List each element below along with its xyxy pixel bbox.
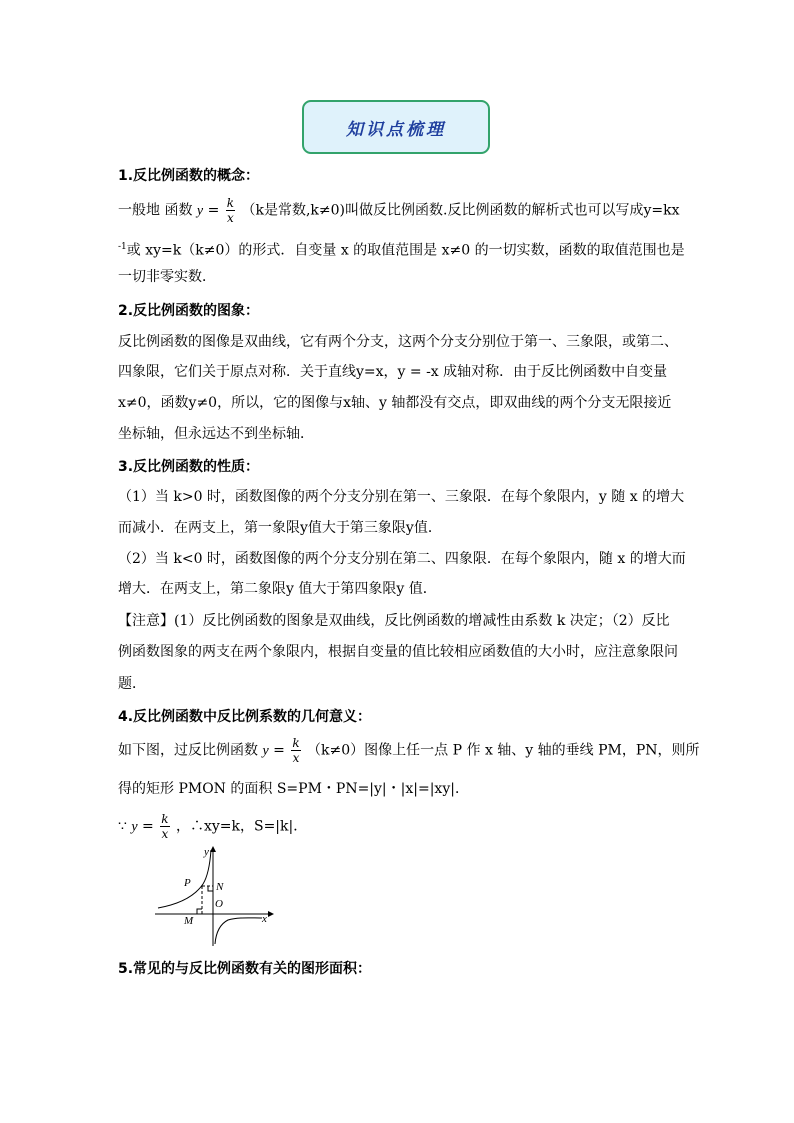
- heading-properties: 3.反比例函数的性质：: [118, 459, 260, 475]
- var-y: y: [196, 203, 204, 219]
- concept-line-3: 一切非零实数．: [118, 269, 216, 285]
- concept-line-2: [118, 238, 685, 260]
- geometric-line-3-post: ，∴xy=k，S=|k|．: [175, 818, 308, 835]
- properties-line-2: 而减小．在两支上，第一象限y值大于第三象限y值．: [118, 520, 442, 536]
- label-m: M: [184, 915, 194, 927]
- note-line-3: 题．: [118, 676, 146, 692]
- exponent: -1: [118, 242, 127, 252]
- concept-line-1-post: （k是常数,k≠0)叫做反比例函数.反比例函数的解析式也可以写成y=kx: [241, 202, 680, 219]
- var-y: y: [131, 819, 138, 835]
- equals: =: [142, 818, 154, 835]
- geometric-line-1-post: （k≠0）图像上任一点 P 作 x 轴、y 轴的垂线 PM，PN，则所: [307, 742, 700, 759]
- because-symbol: ∵: [118, 818, 127, 835]
- label-p: P: [184, 877, 191, 889]
- heading-concept: 1.反比例函数的概念：: [118, 168, 260, 184]
- note-line-1: 【注意】(1）反比例函数的图象是双曲线，反比例函数的增减性由系数 k 决定；（2）反比: [118, 613, 670, 629]
- equals: =: [273, 742, 285, 759]
- fraction-denominator: x: [161, 827, 169, 841]
- fraction-numerator: k: [292, 736, 300, 750]
- fraction-numerator: k: [226, 196, 235, 210]
- concept-line-1: [118, 196, 679, 225]
- graph-line-3: x≠0，函数y≠0，所以，它的图像与x轴、y 轴都没有交点，即双曲线的两个分支无限接近: [118, 395, 672, 411]
- fraction-denominator: x: [292, 751, 300, 765]
- properties-line-3: （2）当 k<0 时，函数图像的两个分支分别在第二、四象限．在每个象限内，随 x 的增大而: [118, 551, 686, 567]
- geometric-line-1-pre: 如下图，过反比例函数: [118, 742, 258, 759]
- label-o: O: [215, 898, 223, 910]
- var-y: y: [262, 743, 269, 759]
- right-angle-mark-m: [197, 909, 202, 914]
- fraction-denominator: x: [227, 211, 234, 225]
- label-n: N: [216, 881, 224, 893]
- right-angle-mark-n: [208, 886, 213, 891]
- fraction-k-over-x: [226, 196, 235, 225]
- fraction-k-over-x: [291, 736, 300, 765]
- concept-line-1-pre: 一般地 函数: [118, 202, 193, 219]
- fraction-numerator: k: [161, 812, 169, 826]
- section-title-box: [302, 100, 490, 154]
- heading-geometric-meaning: 4.反比例函数中反比例系数的几何意义：: [118, 709, 372, 725]
- graph-line-2: 四象限，它们关于原点对称．关于直线y=x，y = -x 成轴对称．由于反比例函数中自变量: [118, 364, 668, 380]
- graph-line-4: 坐标轴，但永远达不到坐标轴．: [118, 426, 314, 442]
- geometric-line-2: 得的矩形 PMON 的面积 S=PM・PN=|y|・|x|=|xy|．: [118, 781, 469, 797]
- note-line-2: 例函数图象的两支在两个象限内，根据自变量的值比较相应函数值的大小时，应注意象限问: [118, 644, 678, 660]
- heading-common-areas: 5.常见的与反比例函数有关的图形面积：: [118, 961, 372, 977]
- label-y: y: [204, 846, 209, 858]
- fraction-k-over-x: [160, 812, 169, 841]
- geometric-line-3: [118, 812, 307, 841]
- x-axis-arrow: [268, 911, 274, 917]
- hyperbola-figure: [150, 846, 275, 948]
- section-title: 知识点梳理: [346, 119, 446, 140]
- concept-line-2-text: 或 xy=k（k≠0）的形式．自变量 x 的取值范围是 x≠0 的一切实数，函数的取值范围也是: [126, 242, 685, 259]
- properties-line-1: （1）当 k>0 时，函数图像的两个分支分别在第一、三象限．在每个象限内，y 随 x 的增大: [118, 489, 685, 505]
- equals: =: [207, 202, 220, 219]
- label-x: x: [262, 913, 267, 925]
- hyperbola-branch-right: [215, 918, 262, 944]
- geometric-line-1: [118, 736, 700, 765]
- properties-line-4: 增大．在两支上，第二象限y 值大于第四象限y 值．: [118, 581, 437, 597]
- graph-line-1: 反比例函数的图像是双曲线，它有两个分支，这两个分支分别位于第一、三象限，或第二、: [118, 334, 678, 350]
- heading-graph: 2.反比例函数的图象：: [118, 303, 260, 319]
